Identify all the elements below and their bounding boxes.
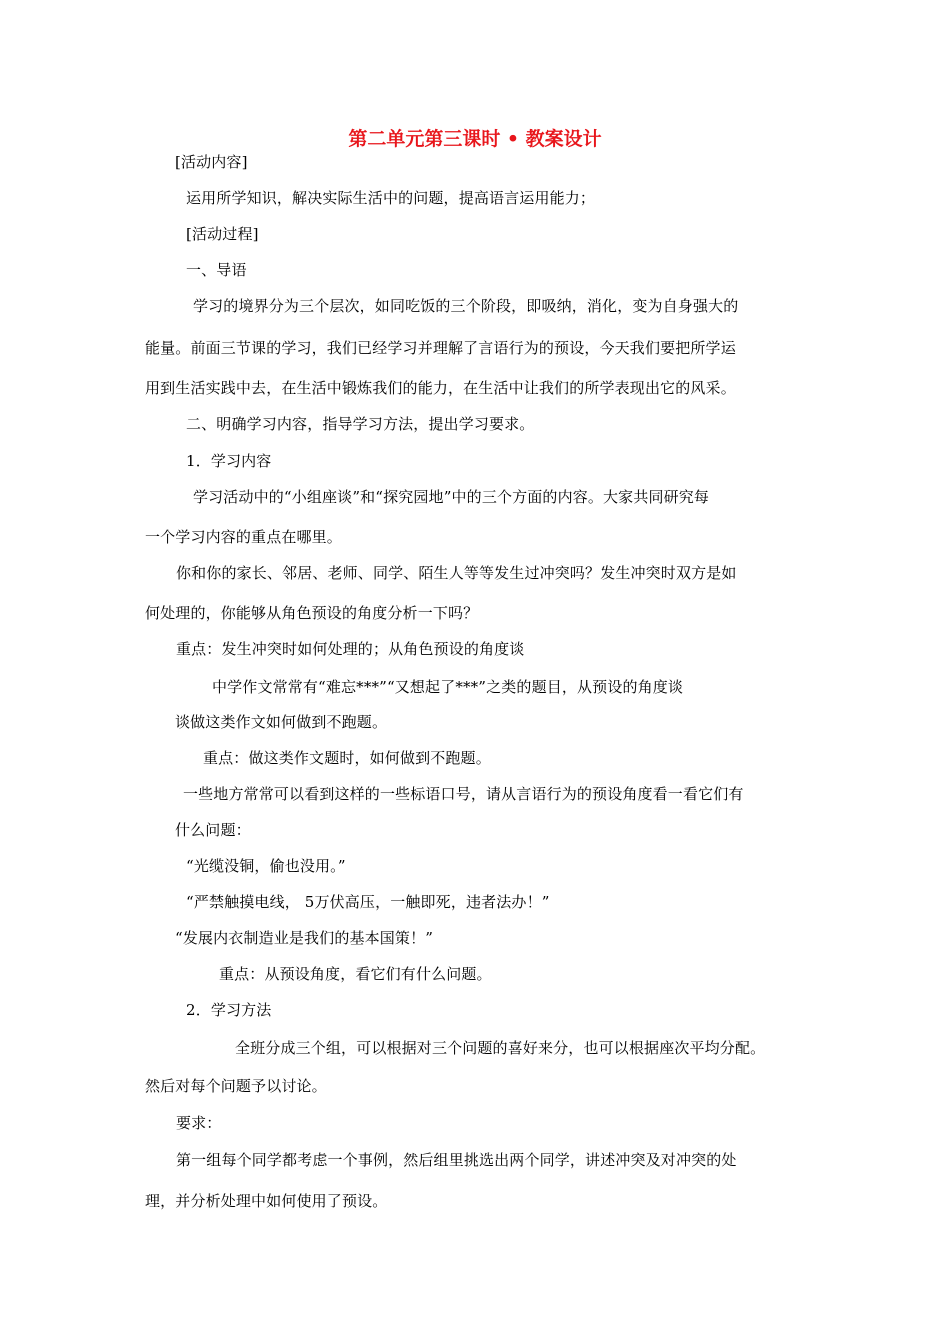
slogan-line: “发展内衣制造业是我们的基本国策！” (175, 929, 434, 947)
paragraph-line: 一些地方常常可以看到这样的一些标语口号，请从言语行为的预设角度看一看它们有 (183, 785, 744, 803)
paragraph-line: 全班分成三个组，可以根据对三个问题的喜好来分，也可以根据座次平均分配。 (235, 1039, 766, 1057)
key-point-line: 重点：发生冲突时如何处理的；从角色预设的角度谈 (176, 640, 525, 658)
key-point-line: 重点：从预设角度，看它们有什么问题。 (219, 965, 492, 983)
slogan-line: “严禁触摸电线， 5万伏高压，一触即死，违者法办！” (186, 893, 550, 911)
paragraph-line: 中学作文常常有“难忘***”“又想起了***”之类的题目，从预设的角度谈 (212, 678, 684, 696)
heading-learning-content: 二、明确学习内容，指导学习方法，提出学习要求。 (186, 415, 535, 433)
paragraph-line: 一个学习内容的重点在哪里。 (145, 528, 342, 546)
section-label-activity-content: [活动内容] (175, 153, 248, 171)
paragraph-line: 你和你的家长、邻居、老师、同学、陌生人等等发生过冲突吗？发生冲突时双方是如 (176, 564, 737, 582)
paragraph-line: 理，并分析处理中如何使用了预设。 (145, 1192, 388, 1210)
document-title: 第二单元第三课时 • 教案设计 (348, 128, 602, 150)
paragraph-line: 能量。前面三节课的学习，我们已经学习并理解了言语行为的预设，今天我们要把所学运 (145, 339, 736, 357)
paragraph-line: 学习活动中的“小组座谈”和“探究园地”中的三个方面的内容。大家共同研究每 (193, 488, 710, 506)
key-point-line: 重点：做这类作文题时，如何做到不跑题。 (203, 749, 491, 767)
slogan-line: “光缆没铜，偷也没用。” (186, 857, 346, 875)
section-label-activity-process: [活动过程] (186, 225, 259, 243)
heading-intro: 一、导语 (186, 261, 247, 279)
subheading-learning-method: 2．学习方法 (186, 1001, 272, 1019)
paragraph-line: 学习的境界分为三个层次，如同吃饭的三个阶段，即吸纳，消化，变为自身强大的 (193, 297, 739, 315)
paragraph-line: 运用所学知识，解决实际生活中的问题，提高语言运用能力； (186, 189, 596, 207)
subheading-learning-content: 1．学习内容 (186, 452, 272, 470)
paragraph-line: 谈做这类作文如何做到不跑题。 (175, 713, 388, 731)
paragraph-line: 第一组每个同学都考虑一个事例，然后组里挑选出两个同学，讲述冲突及对冲突的处 (176, 1151, 737, 1169)
paragraph-line: 何处理的，你能够从角色预设的角度分析一下吗？ (145, 604, 479, 622)
paragraph-line: 用到生活实践中去，在生活中锻炼我们的能力，在生活中让我们的所学表现出它的风采。 (145, 379, 736, 397)
paragraph-line: 什么问题： (175, 821, 251, 839)
paragraph-line: 然后对每个问题予以讨论。 (145, 1077, 327, 1095)
requirements-label: 要求： (176, 1114, 222, 1132)
